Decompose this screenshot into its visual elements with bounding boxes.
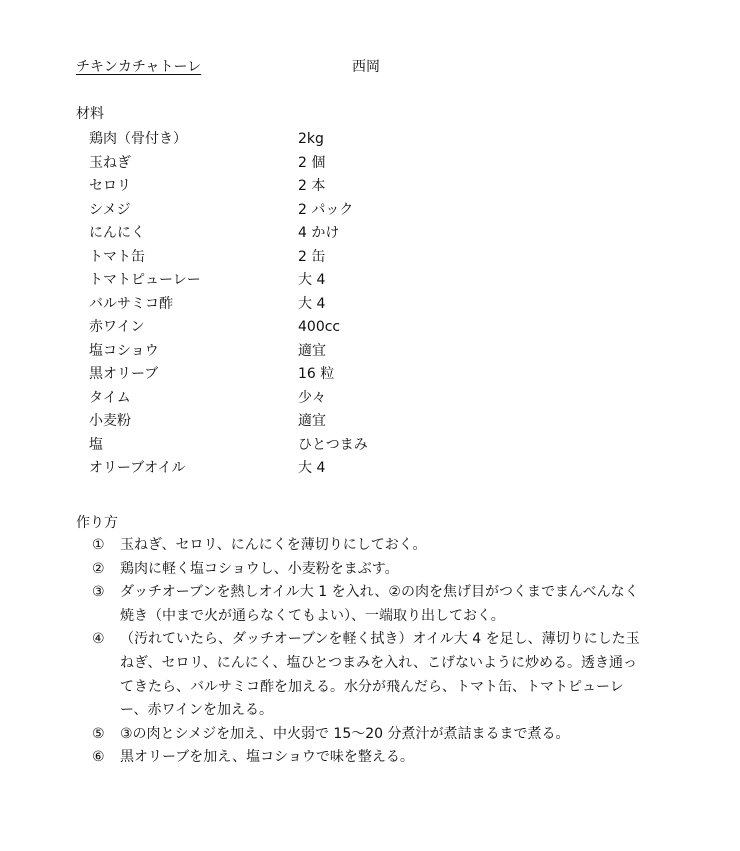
step-number: ④: [92, 631, 105, 648]
step-text: ダッチオーブンを熱しオイル大 1 を入れ、②の肉を焦げ目がつくまでまんべんなく焼き（中まで火が通らなくてもよい）、一端取り出しておく。: [120, 584, 639, 624]
ingredient-row: [0, 363, 740, 387]
ingredient-quantity: 4 かけ: [298, 225, 340, 241]
ingredient-name: オリーブオイル: [89, 460, 186, 476]
ingredient-row: [0, 457, 740, 481]
ingredient-quantity: 大 4: [298, 460, 326, 476]
ingredient-quantity: 400cc: [298, 319, 341, 335]
ingredient-name: 赤ワイン: [89, 319, 145, 335]
ingredient-row: [0, 410, 740, 434]
step-text: 黒オリーブを加え、塩コショウで味を整える。: [120, 749, 414, 766]
ingredient-quantity: 大 4: [298, 272, 326, 288]
step-number: ②: [92, 560, 105, 577]
ingredients-heading: 材料: [76, 106, 104, 122]
ingredient-quantity: 適宜: [298, 342, 326, 359]
step-number: ③: [92, 584, 105, 601]
author-name: 西岡: [352, 59, 380, 75]
ingredient-name: トマト缶: [89, 248, 145, 265]
ingredient-name: 塩: [89, 436, 103, 453]
ingredient-quantity: 2 個: [298, 154, 326, 171]
step-number: ⑥: [92, 749, 105, 766]
step-number: ①: [92, 537, 105, 553]
step-text: ③の肉とシメジを加え、中火弱で 15～20 分煮汁が煮詰まるまで煮る。: [120, 725, 570, 742]
ingredient-name: 黒オリーブ: [89, 366, 159, 382]
step-text: 玉ねぎ、セロリ、にんにくを薄切りにしておく。: [120, 537, 427, 553]
ingredient-name: セロリ: [89, 178, 131, 194]
ingredient-quantity: 2kg: [298, 131, 324, 147]
ingredient-name: 鶏肉（骨付き）: [89, 131, 187, 147]
ingredient-quantity: 少々: [298, 389, 326, 406]
ingredient-name: 塩コショウ: [89, 342, 159, 359]
ingredient-quantity: 適宜: [298, 413, 326, 429]
ingredient-row: [0, 269, 740, 293]
ingredient-name: シメジ: [89, 201, 131, 218]
method-steps: [0, 534, 740, 770]
ingredient-row: [0, 434, 740, 458]
ingredient-name: バルサミコ酢: [89, 295, 173, 312]
ingredient-quantity: ひとつまみ: [298, 436, 368, 453]
method-step: [0, 534, 650, 558]
ingredient-name: トマトピューレー: [89, 272, 201, 288]
ingredient-row: [0, 316, 740, 340]
method-step: [0, 746, 650, 770]
ingredient-row: [0, 152, 740, 176]
ingredient-row: [0, 293, 740, 317]
ingredient-row: [0, 175, 740, 199]
ingredient-name: 小麦粉: [89, 413, 131, 429]
ingredient-row: [0, 340, 740, 364]
ingredient-row: [0, 246, 740, 270]
ingredient-quantity: 16 粒: [298, 366, 335, 382]
ingredient-quantity: 2 パック: [298, 201, 354, 218]
ingredient-quantity: 2 缶: [298, 248, 326, 265]
ingredient-row: [0, 128, 740, 152]
method-step: [0, 723, 650, 747]
step-text: （汚れていたら、ダッチオーブンを軽く拭き）オイル大 4 を足し、薄切りにした玉ねぎ、セロリ、にんにく、塩ひとつまみを入れ、こげないように炒める。透き通ってきたら、バルサミコ酢を加える。水分が飛んだら、トマト缶、トマトピューレー、赤ワインを加える。: [120, 631, 640, 719]
method-step: [0, 558, 650, 582]
ingredient-row: [0, 387, 740, 411]
ingredients-list: [0, 128, 740, 481]
ingredient-quantity: 2 本: [298, 178, 326, 194]
ingredient-row: [0, 199, 740, 223]
ingredient-name: にんにく: [89, 225, 145, 241]
ingredient-quantity: 大 4: [298, 295, 326, 312]
ingredient-row: [0, 222, 740, 246]
step-text: 鶏肉に軽く塩コショウし、小麦粉をまぶす。: [120, 560, 399, 577]
ingredient-name: タイム: [89, 389, 131, 406]
method-step: [0, 581, 650, 628]
recipe-title: チキンカチャトーレ: [76, 59, 202, 75]
ingredient-name: 玉ねぎ: [89, 154, 131, 171]
step-number: ⑤: [92, 725, 105, 742]
method-step: [0, 628, 650, 722]
method-heading: 作り方: [76, 515, 118, 531]
